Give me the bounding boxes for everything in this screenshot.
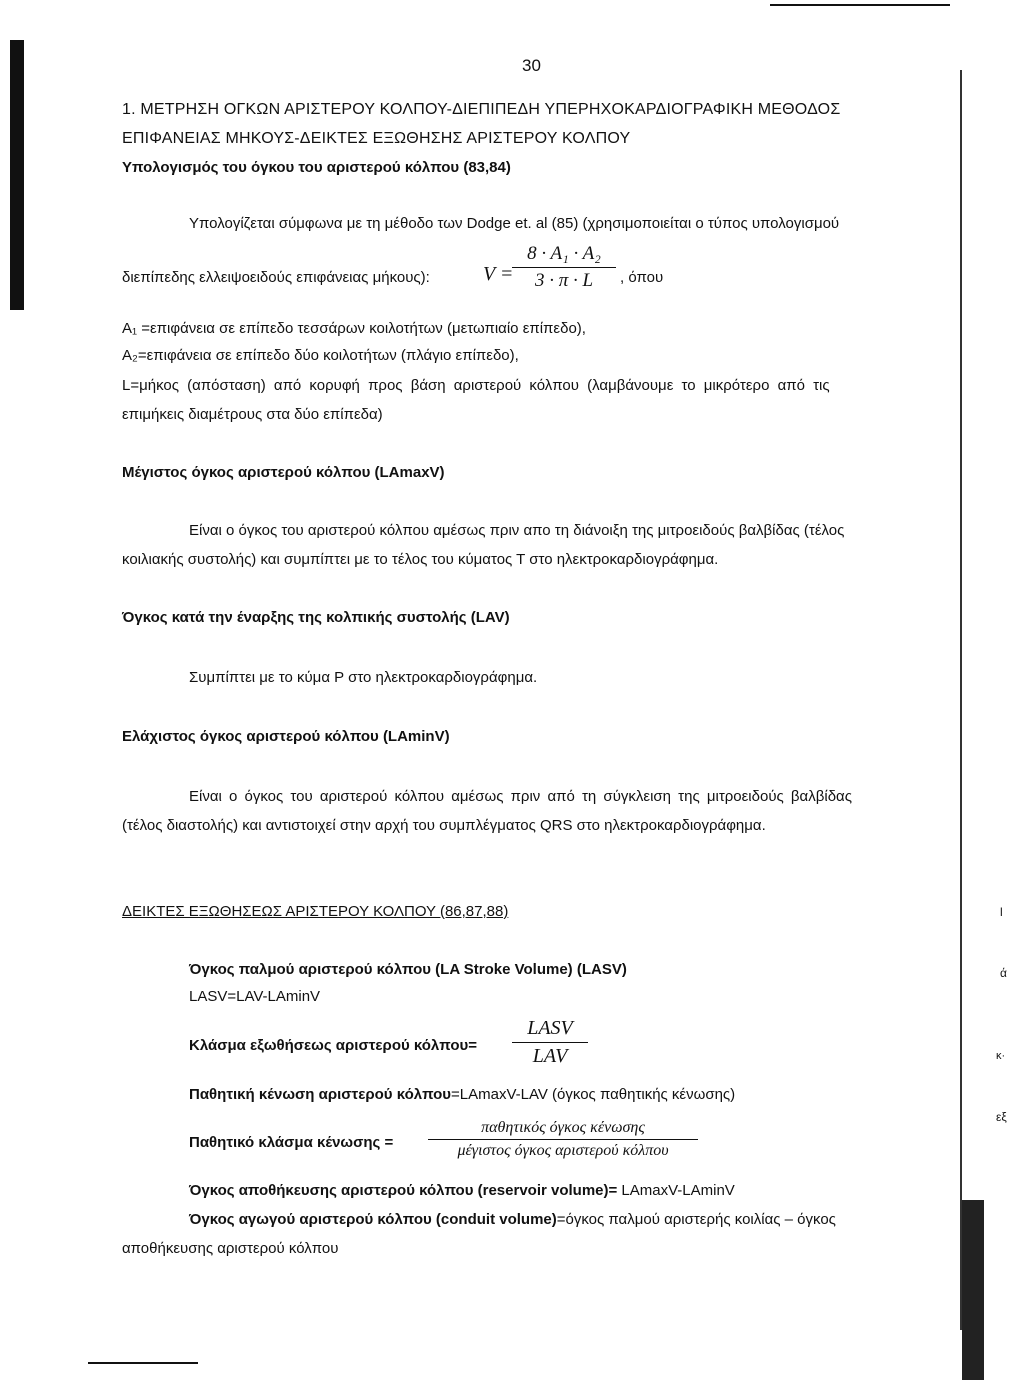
definition-l: L=μήκος (απόσταση) από κορυφή προς βάση αριστερού κόλπου (λαμβάνουμε το μικρότερο από τις <box>122 377 830 394</box>
section-body-laminv-2: (τέλος διαστολής) και αντιστοιχεί στην αρχή του συμπλέγματος QRS στο ηλεκτροκαρδιογράφημα. <box>122 817 766 834</box>
conduit-line <box>189 1211 836 1228</box>
ef-fraction <box>512 1017 588 1068</box>
conduit-label: Όγκος αγωγού αριστερού κόλπου (conduit volume) <box>189 1211 557 1228</box>
heading-subtitle: Υπολογισμός του όγκου του αριστερού κόλπου (83,84) <box>122 159 511 176</box>
section-body-lamaxv-2: κοιλιακής συστολής) και συμπίπτει με το τέλος του κύματος Τ στο ηλεκτροκαρδιογράφημα. <box>122 551 719 568</box>
passive-fraction-numerator: παθητικός όγκος κένωσης <box>481 1119 645 1136</box>
reservoir-line <box>189 1182 735 1199</box>
formula-lead: διεπίπεδης ελλειψοειδούς επιφάνειας μήκους): <box>122 269 430 286</box>
conduit-line-2: αποθήκευσης αριστερού κόλπου <box>122 1240 339 1257</box>
section-body-laminv-1: Είναι ο όγκος του αριστερού κόλπου αμέσως πριν από τη σύγκλειση της μιτροειδούς βαλβίδας <box>189 788 852 805</box>
section-body-lav-1: Συμπίπτει με το κύμα Ρ στο ηλεκτροκαρδιογράφημα. <box>189 669 538 686</box>
indices-heading: ΔΕΙΚΤΕΣ ΕΞΩΘΗΣΕΩΣ ΑΡΙΣΤΕΡΟΥ ΚΟΛΠΟΥ (86,87,88) <box>122 903 509 920</box>
scan-top-line <box>770 4 950 6</box>
passive-fraction <box>428 1119 698 1160</box>
heading-line-2: ΕΠΙΦΑΝΕΙΑΣ ΜΗΚΟΥΣ-ΔΕΙΚΤΕΣ ΕΞΩΘΗΣΗΣ ΑΡΙΣΤΕΡΟΥ ΚΟΛΠΟΥ <box>122 130 631 147</box>
scan-right-line <box>960 70 962 1330</box>
section-body-lamaxv-1: Είναι ο όγκος του αριστερού κόλπου αμέσως πριν απο τη διάνοιξη της μιτροειδούς βαλβίδας (τέλος <box>189 522 845 539</box>
page-number: 30 <box>522 56 541 75</box>
ef-label: Κλάσμα εξωθήσεως αριστερού κόλπου= <box>189 1037 477 1054</box>
margin-mark: l <box>1000 905 1003 919</box>
lasv-formula: LASV=LAV-LAminV <box>189 988 321 1005</box>
heading-line-1: 1. ΜΕΤΡΗΣΗ ΟΓΚΩΝ ΑΡΙΣΤΕΡΟΥ ΚΟΛΠΟΥ-ΔΙΕΠΙΠΕΔΗ ΥΠΕΡΗΧΟΚΑΡΔΙΟΓΡΑΦΙΚΗ ΜΕΘΟΔΟΣ <box>122 101 841 118</box>
margin-mark: ά <box>1000 966 1007 980</box>
ef-denominator: LAV <box>532 1045 568 1067</box>
definition-a2: A₂=επιφάνεια σε επίπεδο δύο κοιλοτήτων (πλάγιο επίπεδο), <box>122 347 519 364</box>
scan-left-bar <box>10 40 24 310</box>
conduit-formula: =όγκος παλμού αριστερής κοιλίας – όγκος <box>556 1211 836 1228</box>
definition-a1: A₁ =επιφάνεια σε επίπεδο τεσσάρων κοιλοτήτων (μετωπιαίο επίπεδο), <box>122 320 586 337</box>
passive-fraction-label: Παθητικό κλάσμα κένωσης = <box>189 1134 394 1151</box>
section-title-laminv: Ελάχιστος όγκος αριστερού κόλπου (LAminV) <box>122 728 450 745</box>
volume-formula-fraction <box>512 243 616 292</box>
section-title-lav: Όγκος κατά την έναρξης της κολπικής συστολής (LAV) <box>122 609 510 626</box>
volume-formula-numerator: 8 · A₁ · A₂ <box>527 243 601 264</box>
passive-label: Παθητική κένωση αριστερού κόλπου <box>189 1086 452 1103</box>
reservoir-formula: LAmaxV-LAminV <box>617 1182 735 1199</box>
reservoir-label: Όγκος αποθήκευσης αριστερού κόλπου (reservoir volume)= <box>189 1182 618 1199</box>
fraction-bar <box>512 267 616 268</box>
fraction-bar <box>428 1139 698 1140</box>
passive-fraction-denominator: μέγιστος όγκος αριστερού κόλπου <box>457 1142 669 1159</box>
volume-formula-denominator: 3 · π · L <box>534 270 594 291</box>
scan-bottom-line <box>88 1362 198 1364</box>
section-title-lamaxv: Μέγιστος όγκος αριστερού κόλπου (LAmaxV) <box>122 464 445 481</box>
passive-line <box>189 1086 735 1103</box>
margin-mark: εξ <box>996 1110 1007 1124</box>
formula-tail: , όπου <box>620 269 664 286</box>
scan-right-blob <box>962 1200 984 1380</box>
lasv-title: Όγκος παλμού αριστερού κόλπου (LA Stroke Volume) (LASV) <box>189 961 627 978</box>
intro-text: Υπολογίζεται σύμφωνα με τη μέθοδο των Dodge et. al (85) (χρησιμοποιείται ο τύπος υπολογισμού <box>189 215 840 232</box>
definition-l-cont: επιμήκεις διαμέτρους στα δύο επίπεδα) <box>122 406 383 423</box>
passive-formula: =LAmaxV-LAV (όγκος παθητικής κένωσης) <box>451 1086 736 1103</box>
fraction-bar <box>512 1042 588 1043</box>
ef-numerator: LASV <box>527 1017 573 1039</box>
volume-formula-var: V = <box>483 263 514 285</box>
margin-mark: κ· <box>996 1050 1006 1062</box>
